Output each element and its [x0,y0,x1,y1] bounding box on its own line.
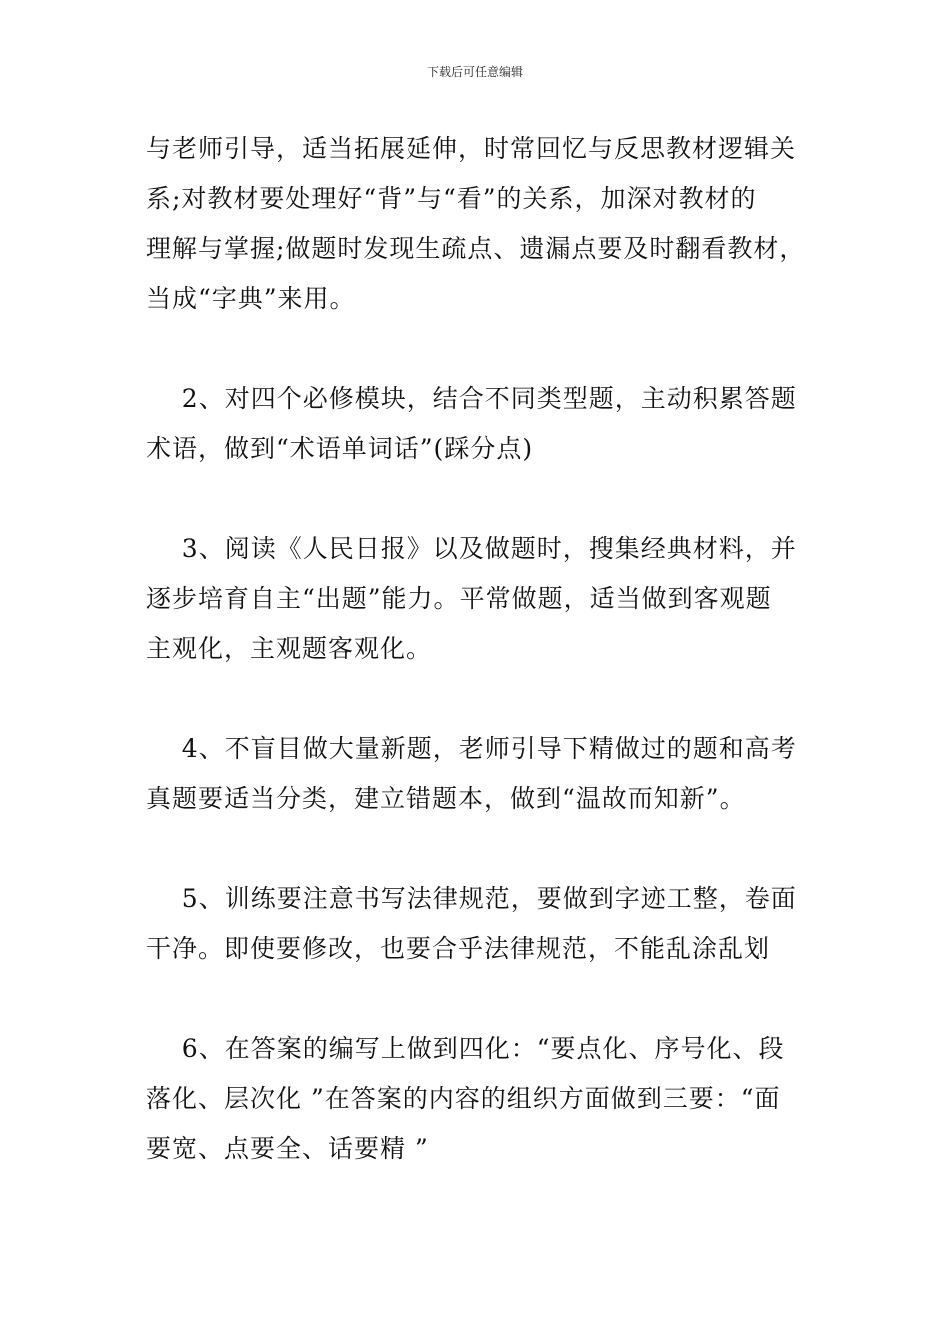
page-header: 下载后可任意编辑 [426,65,523,79]
text-line: 3、阅读《人民日报》以及做题时，搜集经典材料，并 [146,534,797,563]
text-line: 术语，做到“术语单词话”(踩分点) [146,434,534,463]
text-line: 逐步培育自主“出题”能力。平常做题，适当做到客观题 [146,584,772,613]
text-line: 真题要适当分类，建立错题本，做到“温故而知新”。 [146,784,746,813]
text-line: 主观化，主观题客观化。 [146,634,433,663]
paragraph-3 [146,524,808,674]
text-line: 与老师引导，适当拓展延伸，时常回忆与反思教材逻辑关 [146,134,797,163]
paragraph-2 [146,374,808,474]
text-line: 系;对教材要处理好“背”与“看”的关系，加深对教材的 [146,184,757,213]
paragraph-5 [146,874,808,974]
text-line: 5、训练要注意书写法律规范，要做到字迹工整，卷面 [146,884,797,913]
text-line: 2、对四个必修模块，结合不同类型题，主动积累答题 [146,384,797,413]
text-line: 4、不盲目做大量新题，老师引导下精做过的题和高考 [146,734,797,763]
text-line: 要宽、点要全、话要精 ” [146,1134,429,1163]
paragraph-4 [146,724,808,824]
text-line: 干净。即使要修改，也要合乎法律规范，不能乱涂乱划 [146,934,771,963]
paragraph-1 [146,124,808,324]
text-line: 6、在答案的编写上做到四化：“要点化、序号化、段 [146,1034,785,1063]
text-line: 落化、层次化 ”在答案的内容的组织方面做到三要：“面 [146,1084,781,1113]
document-body [146,124,808,1174]
text-line: 理解与掌握;做题时发现生疏点、遗漏点要及时翻看教材， [146,234,806,263]
paragraph-6 [146,1024,808,1174]
text-line: 当成“字典”来用。 [146,284,356,313]
